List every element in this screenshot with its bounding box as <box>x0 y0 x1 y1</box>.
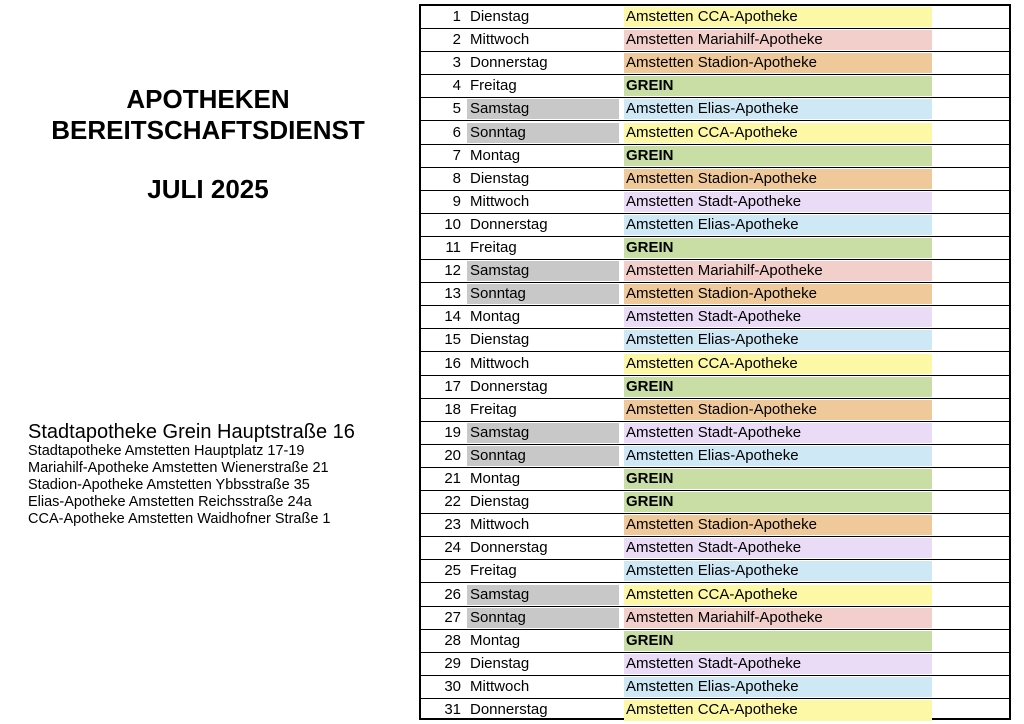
weekday: Dienstag <box>470 493 530 511</box>
weekday: Donnerstag <box>470 701 548 718</box>
on-duty-pharmacy: GREIN <box>624 377 932 397</box>
on-duty-pharmacy: Amstetten Mariahilf-Apotheke <box>624 608 932 628</box>
day-number: 29 <box>444 654 461 672</box>
day-number: 4 <box>452 77 461 95</box>
day-number: 26 <box>444 585 461 603</box>
on-duty-pharmacy: GREIN <box>624 146 932 166</box>
weekday: Dienstag <box>470 169 530 187</box>
schedule-row <box>421 468 1009 491</box>
on-duty-pharmacy: Amstetten Stadt-Apotheke <box>624 192 932 212</box>
day-number: 30 <box>444 677 461 695</box>
weekday: Mittwoch <box>470 354 530 372</box>
schedule-row <box>421 145 1009 168</box>
title-line-1: APOTHEKEN <box>126 84 290 114</box>
month-title: JULI 2025 <box>147 174 269 204</box>
schedule-row <box>421 584 1009 607</box>
day-number: 28 <box>444 631 461 649</box>
on-duty-pharmacy: Amstetten Elias-Apotheke <box>624 99 932 119</box>
schedule-row <box>421 168 1009 191</box>
address-line: Mariahilf-Apotheke Amstetten Wienerstraße 21 <box>28 460 329 476</box>
weekday: Samstag <box>467 423 619 443</box>
on-duty-pharmacy: Amstetten Stadt-Apotheke <box>624 423 932 443</box>
weekday: Montag <box>470 146 521 164</box>
day-number: 13 <box>444 285 461 303</box>
page-title <box>20 84 396 205</box>
weekday: Mittwoch <box>470 516 530 534</box>
weekday: Freitag <box>470 239 517 256</box>
day-number: 21 <box>444 470 461 487</box>
weekday: Mittwoch <box>470 31 530 49</box>
weekday: Freitag <box>470 400 517 418</box>
weekday: Sonntag <box>467 608 619 628</box>
day-number: 10 <box>444 215 461 233</box>
day-number: 5 <box>452 100 461 118</box>
weekday: Donnerstag <box>470 215 548 233</box>
on-duty-pharmacy: Amstetten Elias-Apotheke <box>624 215 932 235</box>
weekday: Samstag <box>467 99 619 119</box>
weekday: Dienstag <box>470 654 530 672</box>
schedule-row <box>421 6 1009 29</box>
weekday: Montag <box>470 308 521 326</box>
schedule-row <box>421 75 1009 98</box>
weekday: Dienstag <box>470 331 530 349</box>
schedule-row <box>421 607 1009 630</box>
day-number: 23 <box>444 516 461 534</box>
on-duty-pharmacy: Amstetten Mariahilf-Apotheke <box>624 30 932 50</box>
on-duty-pharmacy: Amstetten Elias-Apotheke <box>624 561 932 581</box>
on-duty-pharmacy: Amstetten Elias-Apotheke <box>624 330 932 350</box>
schedule-row <box>421 422 1009 445</box>
schedule-row <box>421 260 1009 283</box>
on-duty-pharmacy: Amstetten Mariahilf-Apotheke <box>624 261 932 281</box>
schedule-row <box>421 491 1009 514</box>
weekday: Freitag <box>470 77 517 95</box>
day-number: 16 <box>444 354 461 372</box>
address-line: Stadtapotheke Amstetten Hauptplatz 17-19 <box>28 443 305 459</box>
schedule-row <box>421 699 1009 722</box>
day-number: 22 <box>444 493 461 511</box>
on-duty-pharmacy: Amstetten Stadion-Apotheke <box>624 284 932 304</box>
on-duty-pharmacy: Amstetten Stadion-Apotheke <box>624 169 932 189</box>
schedule-row <box>421 676 1009 699</box>
day-number: 15 <box>444 331 461 349</box>
day-number: 24 <box>444 539 461 557</box>
day-number: 6 <box>452 123 461 141</box>
on-duty-pharmacy: Amstetten Elias-Apotheke <box>624 446 932 466</box>
address-main: Stadtapotheke Grein Hauptstraße 16 <box>28 421 355 443</box>
schedule-row <box>421 514 1009 537</box>
schedule-row <box>421 29 1009 52</box>
weekday: Samstag <box>467 585 619 605</box>
on-duty-pharmacy: Amstetten Stadion-Apotheke <box>624 515 932 535</box>
schedule-row <box>421 122 1009 145</box>
on-duty-pharmacy: Amstetten CCA-Apotheke <box>624 7 932 27</box>
weekday: Samstag <box>467 261 619 281</box>
weekday: Montag <box>470 631 521 649</box>
weekday: Donnerstag <box>470 539 548 557</box>
schedule-row <box>421 376 1009 399</box>
day-number: 2 <box>452 31 461 49</box>
day-number: 25 <box>444 562 461 580</box>
schedule-row <box>421 237 1009 260</box>
day-number: 8 <box>452 169 461 187</box>
schedule-row <box>421 560 1009 583</box>
schedule-row <box>421 537 1009 560</box>
day-number: 3 <box>452 54 461 72</box>
on-duty-pharmacy: GREIN <box>624 238 932 258</box>
weekday: Sonntag <box>467 446 619 466</box>
schedule-row <box>421 399 1009 422</box>
on-duty-pharmacy: GREIN <box>624 492 932 512</box>
on-duty-pharmacy: Amstetten Stadt-Apotheke <box>624 307 932 327</box>
on-duty-pharmacy: GREIN <box>624 631 932 651</box>
day-number: 18 <box>444 400 461 418</box>
schedule-row <box>421 630 1009 653</box>
duty-schedule-table <box>419 4 1011 720</box>
schedule-row <box>421 306 1009 329</box>
address-line: CCA-Apotheke Amstetten Waidhofner Straße 1 <box>28 511 331 527</box>
weekday: Mittwoch <box>470 192 530 210</box>
on-duty-pharmacy: Amstetten Elias-Apotheke <box>624 677 932 697</box>
weekday: Dienstag <box>470 8 530 25</box>
address-line: Elias-Apotheke Amstetten Reichsstraße 24a <box>28 494 312 510</box>
on-duty-pharmacy: Amstetten CCA-Apotheke <box>624 700 932 721</box>
schedule-row <box>421 329 1009 352</box>
weekday: Mittwoch <box>470 677 530 695</box>
day-number: 11 <box>445 239 461 256</box>
address-line: Stadion-Apotheke Amstetten Ybbsstraße 35 <box>28 477 310 493</box>
schedule-row <box>421 653 1009 676</box>
weekday: Donnerstag <box>470 377 548 395</box>
day-number: 19 <box>444 423 461 441</box>
schedule-row <box>421 52 1009 75</box>
day-number: 1 <box>452 8 461 25</box>
on-duty-pharmacy: Amstetten CCA-Apotheke <box>624 585 932 605</box>
schedule-row <box>421 283 1009 306</box>
on-duty-pharmacy: GREIN <box>624 76 932 96</box>
schedule-row <box>421 214 1009 237</box>
weekday: Donnerstag <box>470 54 548 72</box>
title-line-2: BEREITSCHAFTSDIENST <box>51 115 365 145</box>
day-number: 7 <box>452 146 461 164</box>
day-number: 27 <box>444 608 461 626</box>
on-duty-pharmacy: Amstetten CCA-Apotheke <box>624 354 932 374</box>
on-duty-pharmacy: Amstetten Stadion-Apotheke <box>624 400 932 420</box>
day-number: 9 <box>452 192 461 210</box>
schedule-row <box>421 353 1009 376</box>
day-number: 31 <box>444 701 461 718</box>
weekday: Sonntag <box>467 284 619 304</box>
on-duty-pharmacy: Amstetten Stadion-Apotheke <box>624 53 932 73</box>
address-list <box>28 421 355 528</box>
on-duty-pharmacy: Amstetten CCA-Apotheke <box>624 123 932 143</box>
on-duty-pharmacy: GREIN <box>624 469 932 489</box>
weekday: Montag <box>470 470 521 487</box>
weekday: Freitag <box>470 562 517 580</box>
day-number: 14 <box>444 308 461 326</box>
day-number: 12 <box>444 262 461 280</box>
on-duty-pharmacy: Amstetten Stadt-Apotheke <box>624 654 932 674</box>
on-duty-pharmacy: Amstetten Stadt-Apotheke <box>624 538 932 558</box>
schedule-row <box>421 445 1009 468</box>
schedule-row <box>421 98 1009 121</box>
day-number: 17 <box>444 377 461 395</box>
schedule-row <box>421 191 1009 214</box>
weekday: Sonntag <box>467 123 619 143</box>
day-number: 20 <box>444 446 461 464</box>
